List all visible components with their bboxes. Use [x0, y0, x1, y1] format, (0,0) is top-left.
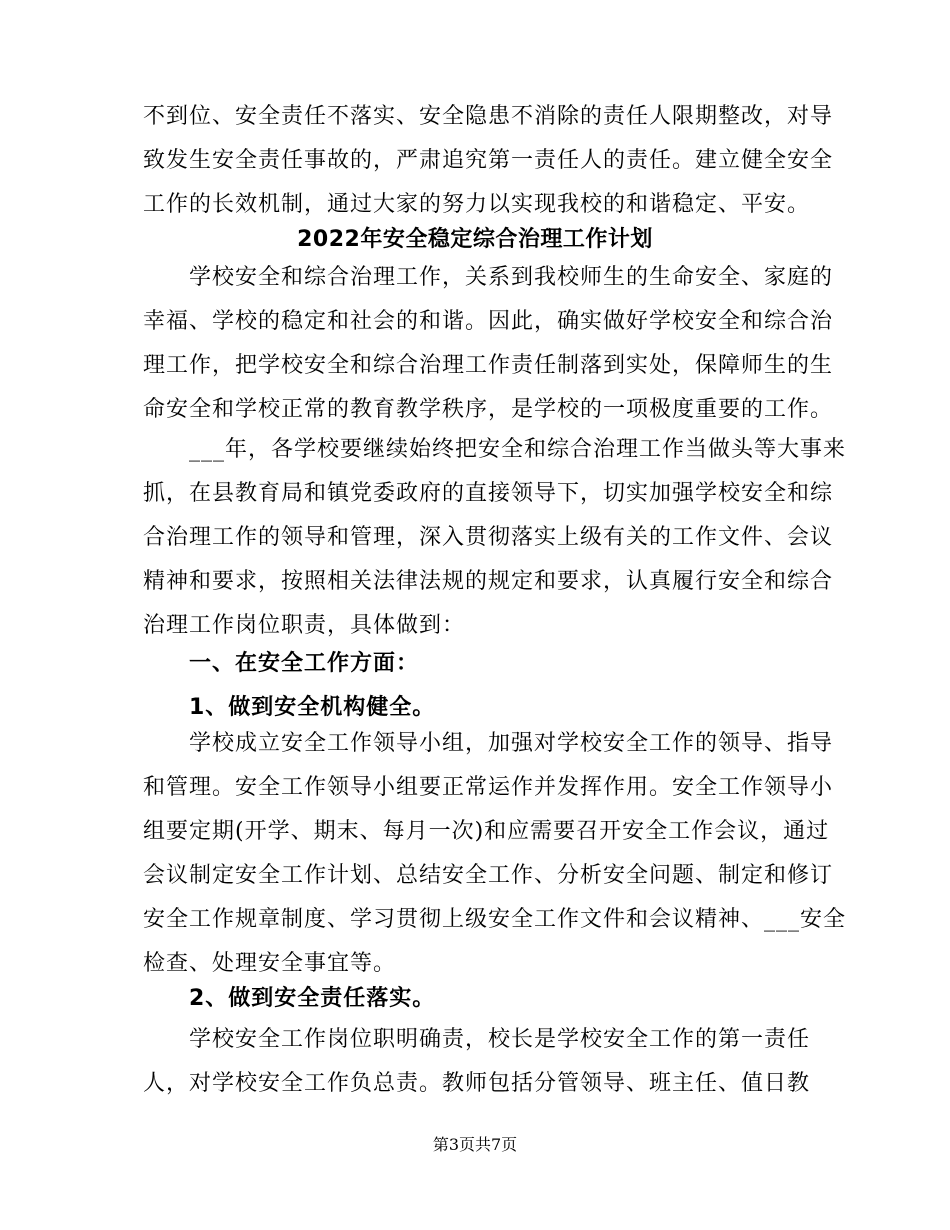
text-line: 学校成立安全工作领导小组，加强对学校安全工作的领导、指导 — [143, 731, 834, 756]
text-line: 学校安全和综合治理工作，关系到我校师生的生命安全、家庭的 — [143, 265, 834, 290]
intro-paragraph — [143, 95, 834, 227]
text-line: 致发生安全责任事故的，严肃追究第一责任人的责任。建立健全安全 — [143, 148, 834, 173]
text-line: 精神和要求，按照相关法律法规的规定和要求，认真履行安全和综合 — [143, 569, 834, 594]
text-line: 检查、处理安全事宜等。 — [143, 951, 397, 976]
text-line: 组要定期(开学、期末、每月一次)和应需要召开安全工作会议，通过 — [143, 819, 830, 844]
paragraph-3 — [143, 722, 847, 986]
section-heading-1: 一、在安全工作方面： — [143, 651, 420, 676]
text-line: 和管理。安全工作领导小组要正常运作并发挥作用。安全工作领导小 — [143, 775, 834, 800]
text-line: 命安全和学校正常的教育教学秩序，是学校的一项极度重要的工作。 — [143, 397, 834, 422]
document-title: 2022年安全稳定综合治理工作计划 — [297, 227, 653, 252]
text-line: 幸福、学校的稳定和社会的和谐。因此，确实做好学校安全和综合治 — [143, 309, 834, 334]
text-line: 安全工作规章制度、学习贯彻上级安全工作文件和会议精神、___安全 — [143, 907, 847, 932]
paragraph-2 — [143, 428, 847, 648]
paragraph-4 — [143, 1018, 811, 1106]
text-line: 理工作，把学校安全和综合治理工作责任制落到实处，保障师生的生 — [143, 353, 834, 378]
text-line: ___年，各学校要继续始终把安全和综合治理工作当做头等大事来 — [143, 437, 847, 462]
text-line: 不到位、安全责任不落实、安全隐患不消除的责任人限期整改，对导 — [143, 104, 834, 129]
text-line: 工作的长效机制，通过大家的努力以实现我校的和谐稳定、平安。 — [143, 192, 811, 217]
text-line: 人，对学校安全工作负总责。教师包括分管领导、班主任、值日教 — [143, 1071, 811, 1096]
text-line: 治理工作岗位职责，具体做到： — [143, 613, 466, 638]
section-heading-3: 2、做到安全责任落实。 — [143, 986, 436, 1011]
section-heading-2: 1、做到安全机构健全。 — [143, 695, 436, 720]
text-line: 学校安全工作岗位职明确责，校长是学校安全工作的第一责任 — [143, 1027, 811, 1052]
paragraph-1 — [143, 256, 834, 432]
page-number: 第3页共7页 — [432, 1135, 518, 1154]
text-line: 会议制定安全工作计划、总结安全工作、分析安全问题、制定和修订 — [143, 863, 834, 888]
text-line: 抓，在县教育局和镇党委政府的直接领导下，切实加强学校安全和综 — [143, 481, 834, 506]
text-line: 合治理工作的领导和管理，深入贯彻落实上级有关的工作文件、会议 — [143, 525, 834, 550]
